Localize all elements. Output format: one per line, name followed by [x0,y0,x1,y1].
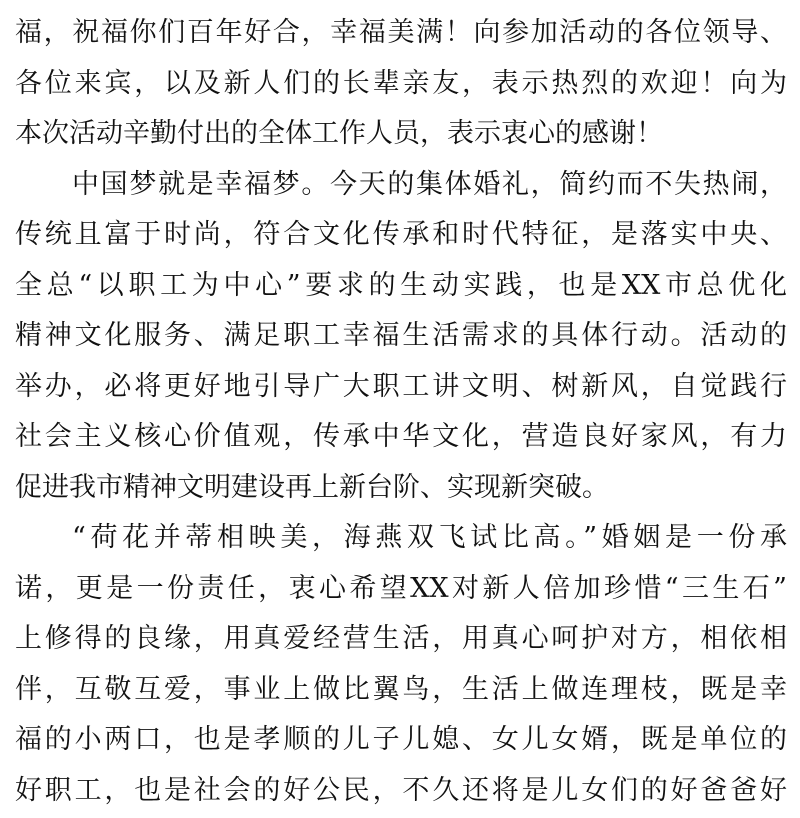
text-line: 福，祝福你们百年好合，幸福美满！向参加活动的各位领导、 [15,10,787,61]
text-line: 举办，必将更好地引导广大职工讲文明、树新风，自觉践行 [15,364,787,415]
text-line: 社会主义核心价值观，传承中华文化，营造良好家风，有力 [15,414,787,465]
text-line: 促进我市精神文明建设再上新台阶、实现新突破。 [15,465,787,516]
paragraph-start-line: 中国梦就是幸福梦。今天的集体婚礼，简约而不失热闹， [15,162,787,213]
text-line: 全总“以职工为中心”要求的生动实践，也是XX市总优化 [15,263,787,314]
text-line: 伴，互敬互爱，事业上做比翼鸟，生活上做连理枝，既是幸 [15,667,787,718]
text-line: 本次活动辛勤付出的全体工作人员，表示衷心的感谢！ [15,111,787,162]
text-line: 精神文化服务、满足职工幸福生活需求的具体行动。活动的 [15,313,787,364]
text-line: 好职工，也是社会的好公民，不久还将是儿女们的好爸爸好 [15,768,787,818]
document-body [15,10,787,818]
text-line: 传统且富于时尚，符合文化传承和时代特征，是落实中央、 [15,212,787,263]
paragraph-start-line: “荷花并蒂相映美，海燕双飞试比高。”婚姻是一份承 [15,515,787,566]
text-line: 诺，更是一份责任，衷心希望XX对新人倍加珍惜“三生石” [15,566,787,617]
text-line: 各位来宾，以及新人们的长辈亲友，表示热烈的欢迎！向为 [15,61,787,112]
text-line: 福的小两口，也是孝顺的儿子儿媳、女儿女婿，既是单位的 [15,717,787,768]
text-line: 上修得的良缘，用真爱经营生活，用真心呵护对方，相依相 [15,616,787,667]
